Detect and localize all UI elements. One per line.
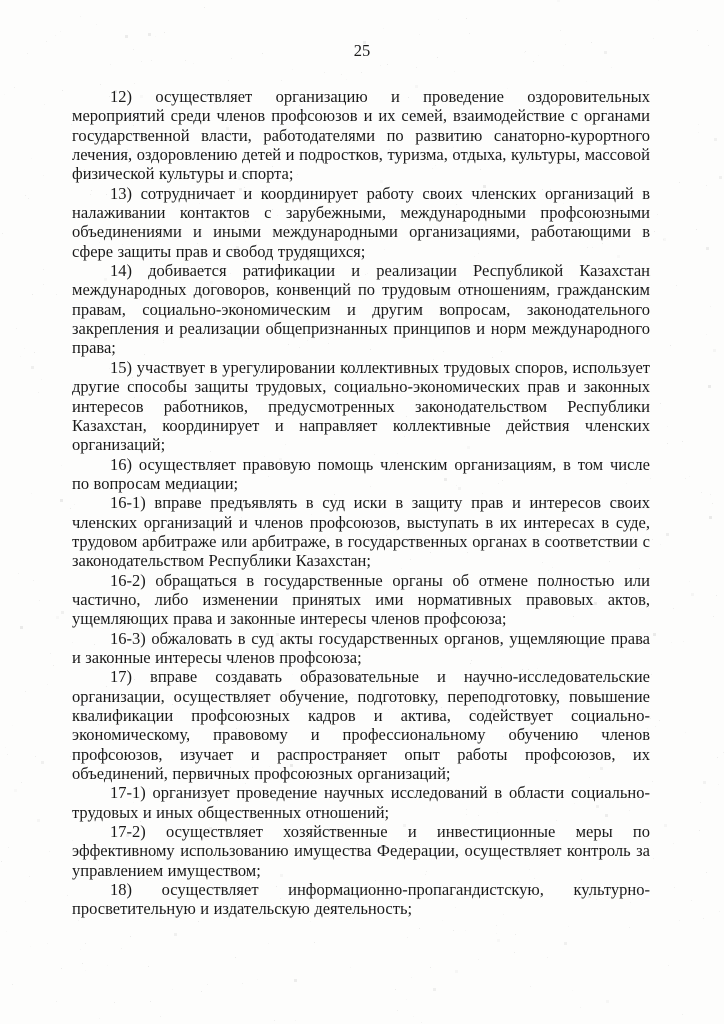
paragraph-16-3: 16-3) обжаловать в суд акты государственных органов, ущемляющие права и законные интересы членов профсоюза; <box>72 628 650 667</box>
paragraph-17-2: 17-2) осуществляет хозяйственные и инвестиционные меры по эффективному использованию имущества Федерации, осуществляет контроль за управлением имуществом; <box>72 822 650 880</box>
scan-noise <box>0 0 1 1</box>
paragraph-13: 13) сотрудничает и координирует работу своих членских организаций в налаживании контактов с зарубежными, международными профсоюзными объединениями и иными международными организациями, работающими в сфере защиты прав и свобод трудящихся; <box>72 183 650 261</box>
paragraph-17-1: 17-1) организует проведение научных исследований в области социально-трудовых и иных общественных отношений; <box>72 783 650 822</box>
paragraph-18: 18) осуществляет информационно-пропагандистскую, культурно-просветительную и издательскую деятельность; <box>72 880 650 919</box>
document-body <box>72 87 650 919</box>
paragraph-15: 15) участвует в урегулировании коллективных трудовых споров, использует другие способы защиты трудовых, социально-экономических прав и законных интересов работников, предусмотренных законодательством Республики Казахстан, координирует и направляет коллективные действия членских организаций; <box>72 357 650 455</box>
paragraph-14: 14) добивается ратификации и реализации Республикой Казахстан международных договоров, конвенций по трудовым отношениям, гражданским правам, социально-экономическим и другим вопросам, законодательного закрепления и реализации общепризнанных принципов и норм международного права; <box>72 261 650 358</box>
paragraph-16: 16) осуществляет правовую помощь членским организациям, в том числе по вопросам медиации; <box>72 454 650 493</box>
paragraph-12: 12) осуществляет организацию и проведение оздоровительных мероприятий среди членов профсоюзов и их семей, взаимодействие с органами государственной власти, работодателями по развитию санаторно-курортного лечения, оздоровлению детей и подростков, туризма, отдыха, культуры, массовой физической культуры и спорта; <box>72 87 650 184</box>
paragraph-16-2: 16-2) обращаться в государственные органы об отмене полностью или частично, либо изменении принятых ими нормативных правовых актов, ущемляющих права и законные интересы членов профсоюза; <box>72 570 650 629</box>
page-number: 25 <box>353 41 371 60</box>
paragraph-17: 17) вправе создавать образовательные и научно-исследовательские организации, осуществляет обучение, подготовку, переподготовку, повышение квалификации профсоюзных кадров и актива, содействует социально-экономическому, правовому и профессиональному обучению членов профсоюзов, изучает и распространяет опыт работы профсоюзов, их объединений, первичных профсоюзных организаций; <box>72 667 650 784</box>
paragraph-16-1: 16-1) вправе предъявлять в суд иски в защиту прав и интересов своих членских организаций и членов профсоюзов, выступать в их интересах в суде, трудовом арбитраже или арбитраже, в государственных органах в соответствии с законодательством Республики Казахстан; <box>72 493 650 571</box>
